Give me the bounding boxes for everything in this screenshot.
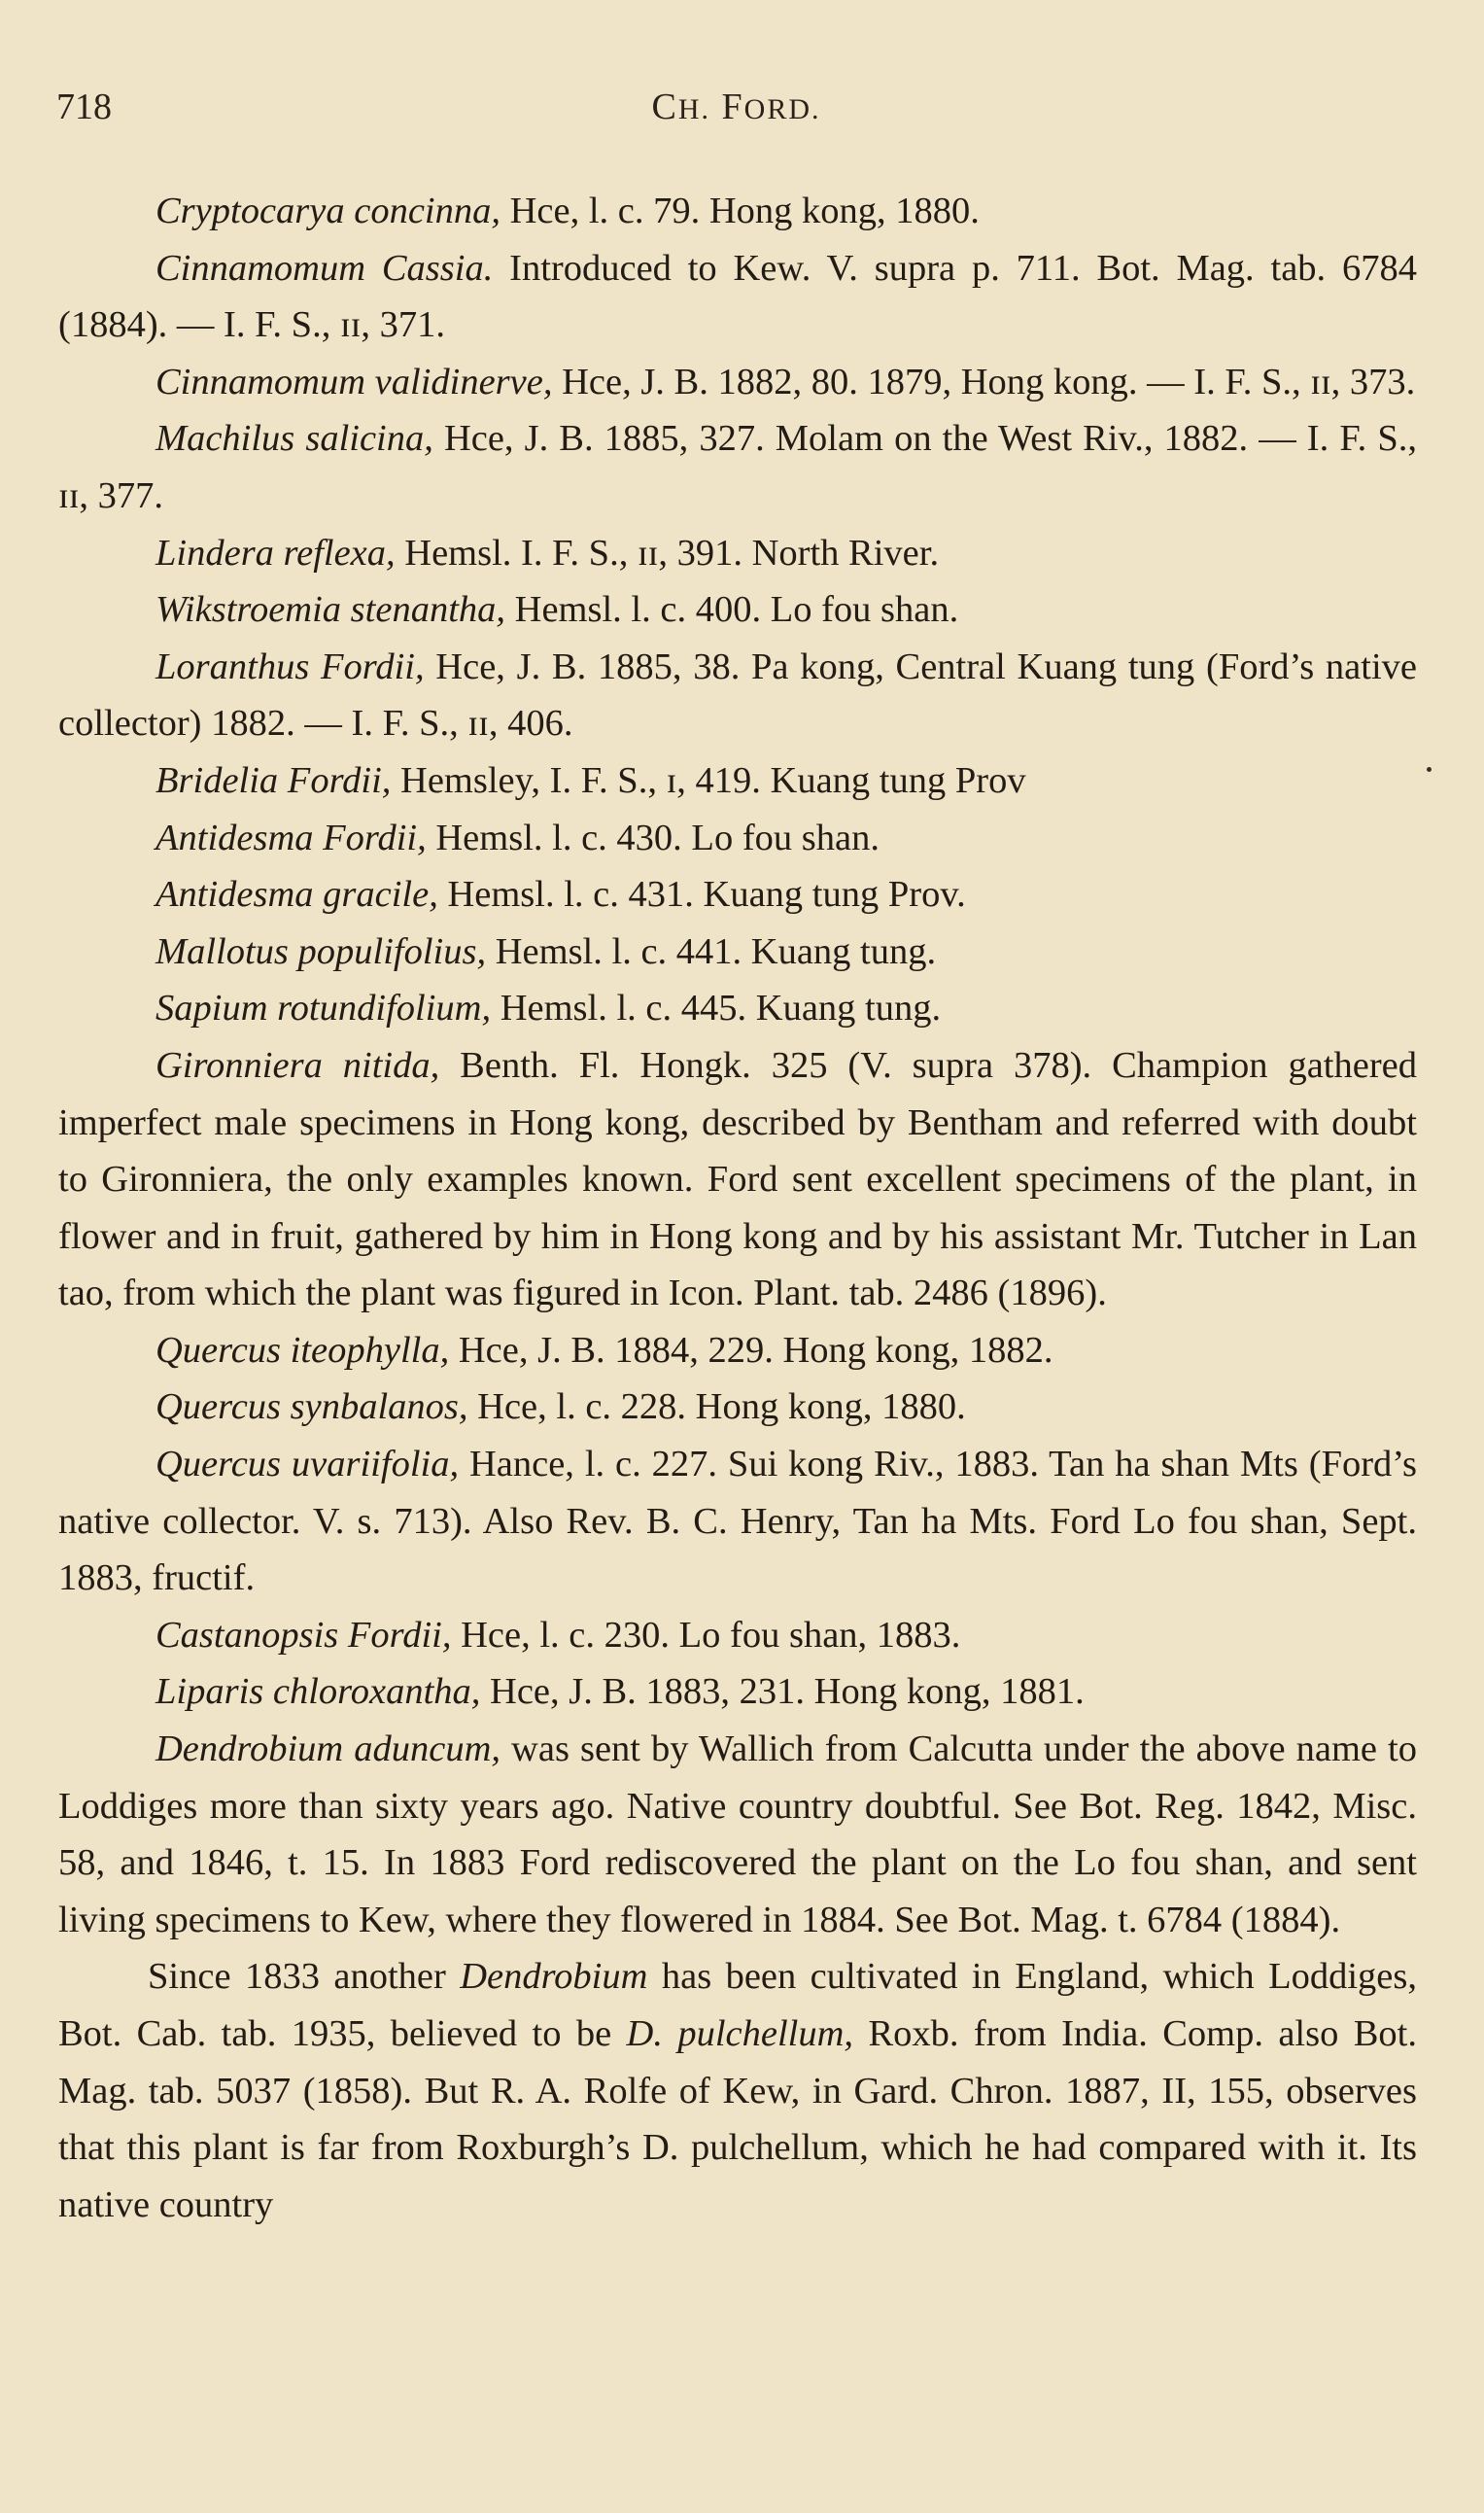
entry (58, 866, 1417, 924)
entry-text: Hemsl. l. c. 430. Lo fou shan. (426, 817, 880, 858)
entry (58, 581, 1417, 639)
entry-text: Hemsl. I. F. S., ɪɪ, 391. North River. (395, 532, 940, 574)
entry-text: Hemsl. l. c. 431. Kuang tung Prov. (437, 874, 966, 916)
entry-text: Hemsl. l. c. 441. Kuang tung. (486, 930, 937, 972)
entry (58, 1721, 1417, 1948)
taxon-name: Bridelia Fordii, (155, 759, 392, 801)
taxon-name: Quercus synbalanos, (155, 1386, 468, 1428)
taxon-name: Mallotus populifolius, (155, 930, 487, 972)
entry (58, 183, 1417, 240)
entry-text: Benth. Fl. Hongk. 325 (V. supra 378). Champion gathered imperfect male specimens in Hong kong, described by Bentham and referred with doubt to Gironniera, the only examples known. Ford sent excellent specimens of the plant, in flower and in fruit, gathered by him in Hong kong and by his assistant Mr. Tutcher in Lan tao, from which the plant was figured in Icon. Plant. tab. 2486 (1896). (58, 1044, 1417, 1314)
taxon-name: Cinnamomum Cassia. (155, 247, 494, 289)
entry-text: Introduced to Kew. V. supra p. 711. Bot. Mag. tab. 6784 (1884). — I. F. S., ɪɪ, 371. (58, 247, 1417, 346)
entry-text: was sent by Wallich from Calcutta under the above name to Loddiges more than sixty years ago. Native country doubtful. See Bot. Reg. 1842, Misc. 58, and 1846, t. 15. In 1883 Ford rediscovered the plant on the Lo fou shan, and sent living specimens to Kew, where they flowered in 1884. See Bot. Mag. t. 6784 (1884). (58, 1728, 1418, 1940)
entry-text: Hce, J. B. 1885, 38. Pa kong, Central Kuang tung (Ford’s native collector) 1882. — I. F. S., ɪɪ, 406. (58, 646, 1417, 745)
entry (58, 752, 1417, 810)
taxon-name: Castanopsis Fordii, (155, 1614, 452, 1656)
entry-text: Hce, J. B. 1883, 231. Hong kong, 1881. (480, 1671, 1085, 1713)
page-body (58, 183, 1417, 2233)
taxon-name: Cinnamomum validinerve, (155, 361, 553, 402)
entry (58, 1436, 1417, 1607)
taxon-name: Antidesma Fordii, (155, 817, 427, 858)
entry (58, 240, 1417, 354)
entry-text: Hce, l. c. 79. Hong kong, 1880. (500, 191, 980, 231)
entry (58, 810, 1417, 867)
entry (58, 354, 1417, 411)
taxon-name: Loranthus Fordii, (155, 646, 425, 687)
entry (58, 1663, 1417, 1721)
entry (58, 1379, 1417, 1436)
entry-text: Hce, l. c. 228. Hong kong, 1880. (467, 1386, 966, 1428)
entry (58, 1322, 1417, 1379)
entry-text: Hemsl. l. c. 445. Kuang tung. (491, 988, 942, 1030)
page-number: 718 (56, 87, 112, 127)
taxon-name: Quercus uvariifolia, (155, 1444, 460, 1485)
entry (58, 1037, 1417, 1322)
taxon-name: Gironniera nitida, (155, 1044, 440, 1086)
running-head: CH. FORD. (651, 87, 821, 127)
entry-text: Hance, l. c. 227. Sui kong Riv., 1883. Tan ha shan Mts (Ford’s native collector. V. s. 713). Also Rev. B. C. Henry, Tan ha Mts. Ford Lo fou shan, Sept. 1883, fructif. (58, 1444, 1417, 1599)
taxon-name: Sapium rotundifolium, (155, 988, 492, 1030)
entry-text: Hemsl. l. c. 400. Lo fou shan. (505, 589, 959, 631)
taxon-name: Wikstroemia stenantha, (155, 589, 506, 631)
taxon-name: Lindera reflexa, (155, 532, 396, 574)
taxon-name: Cryptocarya concinna, (155, 191, 500, 231)
page-header (56, 86, 1416, 134)
taxon-name: Dendrobium aduncum, (155, 1728, 501, 1770)
entry (58, 525, 1417, 582)
closing-paragraph: Since 1833 another Dendrobium has been cultivated in England, which Loddiges, Bot. Cab. tab. 1935, believed to be D. pulchellum, Roxb. from India. Comp. also Bot. Mag. tab. 5037 (1858). But R. A. Rolfe of Kew, in Gard. Chron. 1887, II, 155, observes that this plant is far from Roxburgh’s D. pulchellum, which he had compared with it. Its native country (58, 1956, 1418, 2225)
entry (58, 980, 1417, 1037)
entry-text: Hce, J. B. 1885, 327. Molam on the West Riv., 1882. — I. F. S., ɪɪ, 377. (58, 418, 1417, 516)
entry-text: Hemsley, I. F. S., ɪ, 419. Kuang tung Prov (391, 759, 1026, 801)
entry (58, 924, 1417, 981)
print-speck (1427, 767, 1432, 772)
entry (58, 1607, 1417, 1664)
entry-text: Hce, J. B. 1882, 80. 1879, Hong kong. — I. F. S., ɪɪ, 373. (552, 361, 1416, 402)
entry (58, 639, 1417, 752)
taxon-name: Machilus salicina, (155, 418, 433, 460)
entry (58, 410, 1417, 524)
taxon-name: Antidesma gracile, (155, 874, 438, 916)
taxon-name: Liparis chloroxantha, (155, 1671, 481, 1713)
taxon-name: Quercus iteophylla, (155, 1329, 450, 1371)
entry-text: Hce, l. c. 230. Lo fou shan, 1883. (451, 1614, 961, 1656)
entry-text: Hce, J. B. 1884, 229. Hong kong, 1882. (449, 1329, 1053, 1371)
